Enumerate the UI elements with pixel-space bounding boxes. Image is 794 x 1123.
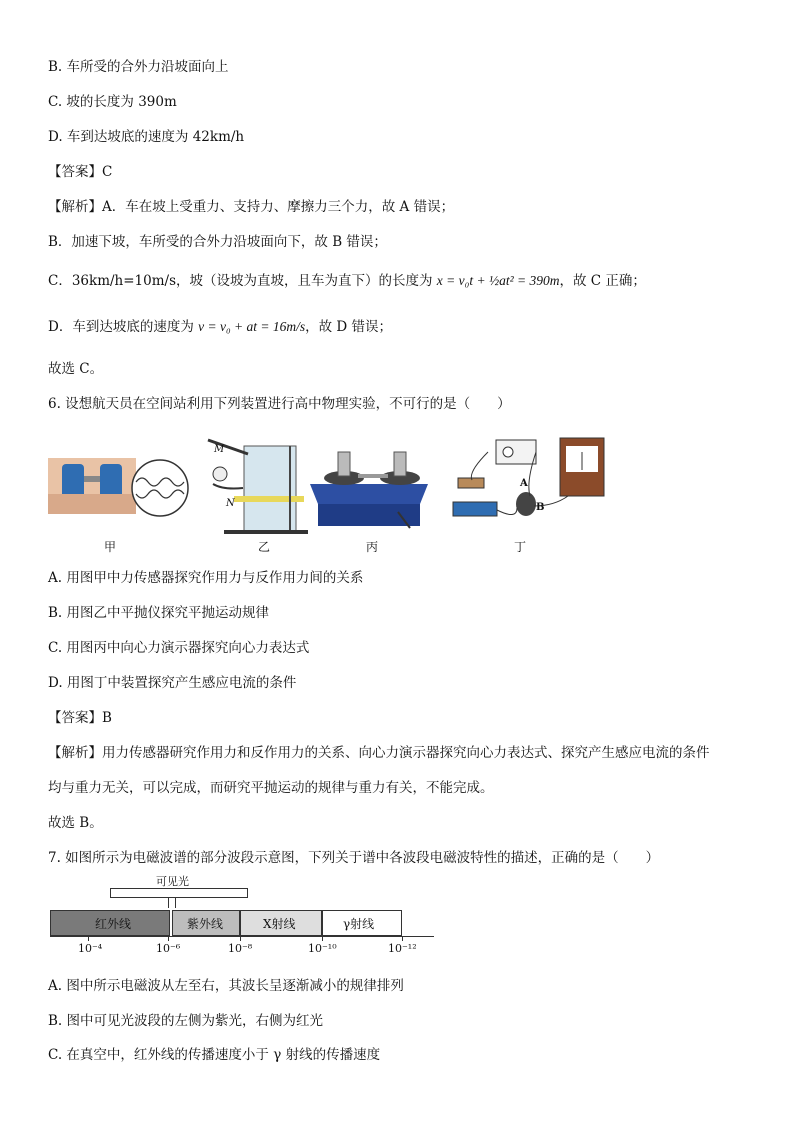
q6-option-d: D. 用图丁中装置探究产生感应电流的条件 (48, 675, 297, 691)
em-spectrum-diagram (48, 876, 448, 956)
visible-light-bar (110, 888, 248, 898)
q6-explanation-2: 均与重力无关，可以完成，而研究平抛运动的规律与重力有关，不能完成。 (48, 780, 494, 796)
q5-explanation-c-end: ，故 C 正确； (559, 273, 646, 289)
q6-conclusion: 故选 B。 (48, 815, 103, 831)
figure-m-mark: M (214, 444, 225, 455)
figure-label-ding: 丁 (514, 540, 527, 554)
band-infrared-label: 红外线 (95, 917, 132, 931)
q5-explanation-d (48, 318, 392, 336)
tick-mark-1 (88, 936, 89, 941)
q5-answer: 【答案】C (48, 164, 113, 180)
q7-stem: 7. 如图所示为电磁波谱的部分波段示意图，下列关于谱中各波段电磁波特性的描述，正确的是（ ） (48, 850, 660, 866)
q6-stem: 6. 设想航天员在空间站利用下列装置进行高中物理实验，不可行的是（ ） (48, 396, 511, 412)
visible-light-label: 可见光 (156, 875, 189, 888)
band-gamma-label: γ射线 (343, 917, 375, 931)
figure-label-jia: 甲 (104, 540, 117, 554)
tick-mark-3 (240, 936, 241, 941)
tick-label-1: 10⁻⁴ (78, 942, 103, 955)
q5-option-c: C. 坡的长度为 390m (48, 94, 177, 110)
band-gamma (322, 910, 402, 936)
figure-n-mark: N (226, 498, 235, 509)
figure-ding-image (453, 438, 604, 516)
q6-figures (48, 432, 608, 562)
figure-a-mark: A (520, 478, 528, 489)
band-xray (240, 910, 322, 936)
q5-explanation-d-end: ，故 D 错误； (305, 319, 393, 335)
q5-explanation-a: 【解析】A．车在坡上受重力、支持力、摩擦力三个力，故 A 错误； (48, 199, 455, 215)
q7-option-b: B. 图中可见光波段的左侧为紫光，右侧为红光 (48, 1013, 324, 1029)
tick-label-2: 10⁻⁶ (156, 942, 181, 955)
band-infrared (50, 910, 170, 936)
tick-mark-5 (402, 936, 403, 941)
q5-explanation-c (48, 272, 646, 290)
band-xray-label: X射线 (263, 917, 296, 931)
q6-option-a: A. 用图甲中力传感器探究作用力与反作用力间的关系 (48, 570, 364, 586)
q5-option-b: B. 车所受的合外力沿坡面向上 (48, 59, 229, 75)
q5-explanation-c-text: C．36km/h=10m/s，坡（设坡为直坡，且车为直下）的长度为 (48, 273, 437, 289)
band-ultraviolet-label: 紫外线 (187, 917, 224, 931)
figure-b-mark: B (536, 502, 545, 513)
q5-length-formula: x = v₀t + ½at² = 390m (436, 273, 560, 288)
figure-bing-image (310, 452, 428, 528)
band-ultraviolet (172, 910, 240, 936)
q5-explanation-b: B．加速下坡，车所受的合外力沿坡面向下，故 B 错误； (48, 234, 387, 250)
figure-jia-image (48, 458, 188, 516)
q5-conclusion: 故选 C。 (48, 361, 104, 377)
tick-label-3: 10⁻⁸ (228, 942, 253, 955)
figure-label-yi: 乙 (258, 540, 271, 554)
q6-option-c: C. 用图丙中向心力演示器探究向心力表达式 (48, 640, 310, 656)
visible-light-connector (168, 898, 176, 908)
spectrum-axis (50, 936, 434, 937)
q7-option-a: A. 图中所示电磁波从左至右，其波长呈逐渐减小的规律排列 (48, 978, 404, 994)
q6-explanation-1: 【解析】用力传感器研究作用力和反作用力的关系、向心力演示器探究向心力表达式、探究产生感应电流的条件 (48, 745, 710, 761)
q6-option-b: B. 用图乙中平抛仪探究平抛运动规律 (48, 605, 270, 621)
tick-mark-4 (322, 936, 323, 941)
q5-velocity-formula: v = v₀ + at = 16m/s (198, 319, 306, 334)
tick-label-5: 10⁻¹² (388, 942, 417, 955)
tick-label-4: 10⁻¹⁰ (308, 942, 337, 955)
q7-option-c: C. 在真空中，红外线的传播速度小于 γ 射线的传播速度 (48, 1047, 381, 1063)
q5-option-d: D. 车到达坡底的速度为 42km/h (48, 129, 245, 145)
figure-label-bing: 丙 (366, 540, 379, 554)
q5-explanation-d-text: D．车到达坡底的速度为 (48, 319, 199, 335)
q6-answer: 【答案】B (48, 710, 112, 726)
tick-mark-2 (168, 936, 169, 941)
